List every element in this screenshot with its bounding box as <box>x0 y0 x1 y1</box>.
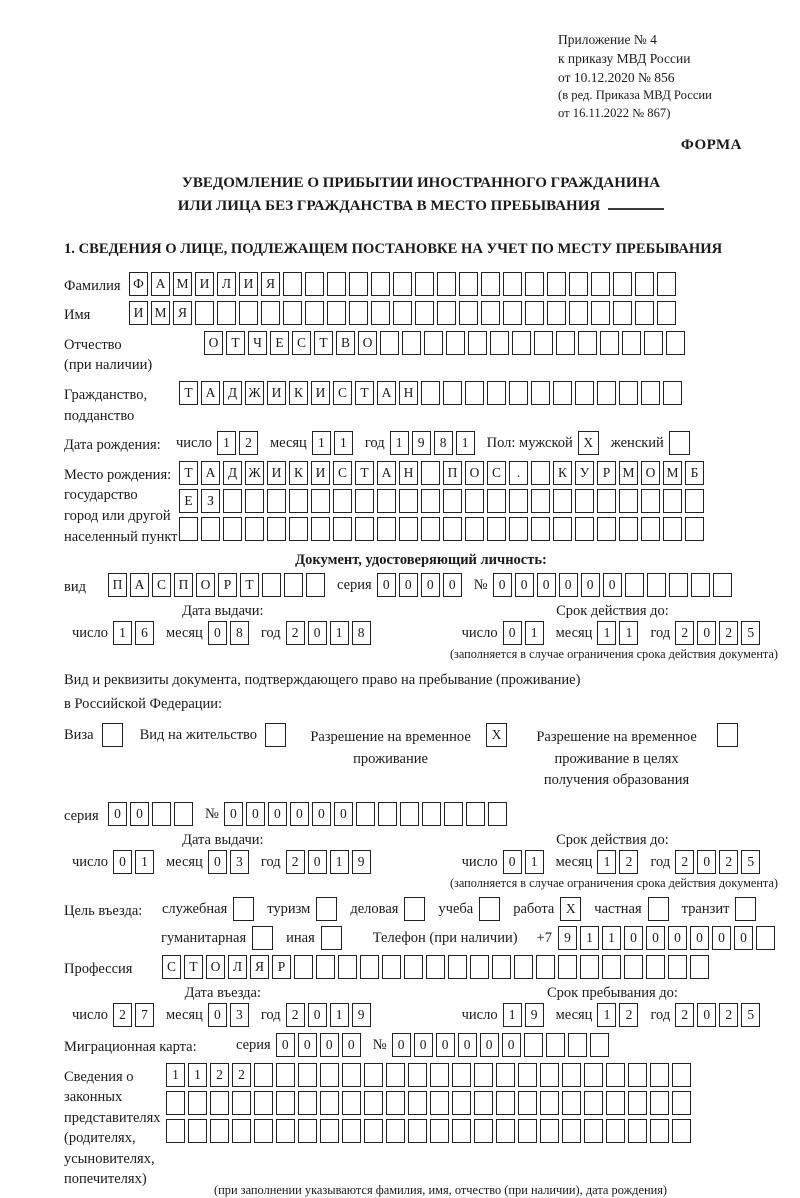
form-title <box>64 172 778 219</box>
purpose-business-option: служебная <box>162 897 257 921</box>
residence-doc-intro2: в Российской Федерации: <box>64 696 223 713</box>
issue-date-title: Дата выдачи: <box>182 602 264 619</box>
doc-number-input[interactable]: 0 0 0 0 0 0 <box>493 573 735 597</box>
birthplace-line1-input[interactable]: Т А Д Ж И К И С Т А Н П О С . К У Р М О М Б <box>179 461 707 485</box>
migration-card-row <box>64 1033 778 1058</box>
temp-residence-checkbox[interactable]: X <box>486 723 507 747</box>
residence-issue-year-input[interactable]: 2 0 1 9 <box>286 850 374 874</box>
identity-dates-row <box>64 603 778 645</box>
residence-expiry-note: (заполняется в случае ограничения срока действия документа) <box>449 875 778 890</box>
representatives-line2-input[interactable] <box>166 1091 694 1115</box>
migration-series-input[interactable]: 0 0 0 0 <box>276 1033 364 1057</box>
purpose-other-option: иная <box>286 926 345 950</box>
birthplace-inputs <box>179 461 707 545</box>
form-title-line1: УВЕДОМЛЕНИЕ О ПРИБЫТИИ ИНОСТРАННОГО ГРАЖДАНИНА <box>181 175 661 192</box>
visa-option: Виза <box>64 723 126 747</box>
purpose-label: Цель въезда: <box>64 902 143 919</box>
doc-series-input[interactable]: 0 0 0 0 <box>377 573 465 597</box>
identity-issue-group: Дата выдачи: число 1 6 месяц 0 8 год 2 0 1 8 <box>72 603 374 645</box>
purpose-study-option: учеба <box>438 897 503 921</box>
profession-row <box>64 955 778 980</box>
stay-year-input[interactable]: 2 0 2 5 <box>675 1003 763 1027</box>
purpose-transit-option: транзит <box>682 897 760 921</box>
citizenship-input[interactable]: Т А Д Ж И К И С Т А Н <box>179 381 685 405</box>
day-label: число <box>176 435 212 452</box>
identity-expiry-group: Срок действия до: число 0 1 месяц 1 1 год 2 0 2 5 <box>462 603 764 645</box>
lastname-label: Фамилия <box>64 277 121 294</box>
form-body <box>64 272 778 1198</box>
lastname-input[interactable]: Ф А М И Л И Я <box>129 272 679 296</box>
purpose-humanitarian-option: гуманитарная <box>161 926 276 950</box>
residence-issue-day-input[interactable]: 0 1 <box>113 850 157 874</box>
purpose-work-option: работа X <box>513 897 584 921</box>
sex-female-label: женский <box>610 435 664 452</box>
stay-day-input[interactable]: 1 9 <box>503 1003 547 1027</box>
patronymic-input[interactable]: О Т Ч Е С Т В О <box>204 331 688 355</box>
representatives-line1-input[interactable]: 1 1 2 2 <box>166 1063 694 1087</box>
birthplace-line2-input[interactable]: Е З <box>179 489 707 513</box>
sex-female-checkbox[interactable] <box>669 431 690 455</box>
residence-permit-option: Вид на жительство <box>140 723 289 747</box>
title-blank-line <box>608 197 664 210</box>
residence-number-input[interactable]: 0 0 0 0 0 0 <box>224 802 510 826</box>
profession-label: Профессия <box>64 961 133 978</box>
residence-issue-group: Дата выдачи: число 0 1 месяц 0 3 год 2 0 1 9 <box>72 832 374 874</box>
purpose-tourism-option: туризм <box>267 897 340 921</box>
residence-expiry-month-input[interactable]: 1 2 <box>597 850 641 874</box>
expiry-date-title: Срок действия до: <box>556 602 669 619</box>
residence-doc-intro1: Вид и реквизиты документа, подтверждающего право на пребывание (проживание) <box>64 671 581 688</box>
citizenship-label: Гражданство, подданство <box>64 387 148 424</box>
purpose-tourism-checkbox[interactable] <box>316 897 337 921</box>
doc-number-label: № <box>473 577 488 594</box>
migration-number-label: № <box>372 1036 387 1053</box>
birthplace-label: Место рождения: государство город или другой населенный пункт <box>64 466 178 545</box>
purpose-transit-checkbox[interactable] <box>735 897 756 921</box>
temp-residence-education-option: Разрешение на временное проживание в целях получения образования <box>524 723 741 792</box>
residence-doc-options <box>64 723 778 792</box>
purpose-private-option: частная <box>594 897 671 921</box>
doc-series-label: серия <box>337 577 372 594</box>
phone-prefix: +7 <box>536 930 552 947</box>
representatives-note: (при заполнении указываются фамилия, имя, отчество (при наличии), дата рождения) <box>214 1182 668 1197</box>
phone-label: Телефон (при наличии) <box>372 930 518 947</box>
amendment-line: (в ред. Приказа МВД России <box>558 88 712 103</box>
purpose-commercial-option: деловая <box>350 897 428 921</box>
entry-date-group: Дата въезда: число 2 7 месяц 0 3 год 2 0 1 9 <box>72 985 374 1027</box>
entry-day-input[interactable]: 2 7 <box>113 1003 157 1027</box>
doc-kind-label: вид <box>64 579 86 596</box>
identity-expiry-note: (заполняется в случае ограничения срока действия документа) <box>449 646 778 661</box>
entry-month-input[interactable]: 0 3 <box>208 1003 252 1027</box>
identity-issue-day-input[interactable]: 1 6 <box>113 621 157 645</box>
visa-checkbox[interactable] <box>102 723 123 747</box>
annex-line: к приказу МВД России <box>558 51 691 67</box>
identity-doc-heading: Документ, удостоверяющий личность: <box>295 552 547 569</box>
representatives-line3-input[interactable] <box>166 1119 694 1143</box>
identity-expiry-day-input[interactable]: 0 1 <box>503 621 547 645</box>
identity-expiry-year-input[interactable]: 2 0 2 5 <box>675 621 763 645</box>
year-label: год <box>364 435 385 452</box>
firstname-label: Имя <box>64 307 91 324</box>
patronymic-row <box>64 331 778 376</box>
purpose-row <box>64 897 778 922</box>
annex-line: от 10.12.2020 № 856 <box>558 70 675 86</box>
residence-issue-month-input[interactable]: 0 3 <box>208 850 252 874</box>
temp-residence-option: Разрешение на временное проживание X <box>303 723 510 771</box>
annex-line: Приложение № 4 <box>558 32 657 47</box>
entry-dates-row <box>64 985 778 1027</box>
lastname-row <box>64 272 778 297</box>
residence-expiry-day-input[interactable]: 0 1 <box>503 850 547 874</box>
purpose-private-checkbox[interactable] <box>648 897 669 921</box>
purpose-commercial-checkbox[interactable] <box>404 897 425 921</box>
annex-header <box>558 30 778 123</box>
entry-year-input[interactable]: 2 0 1 9 <box>286 1003 374 1027</box>
birth-day-input[interactable]: 1 2 <box>217 431 261 455</box>
identity-issue-year-input[interactable]: 2 0 1 8 <box>286 621 374 645</box>
residence-dates-row <box>64 832 778 874</box>
birthdate-label: Дата рождения: <box>64 437 161 454</box>
profession-input[interactable]: С Т О Л Я Р <box>162 955 712 979</box>
identity-doc-row <box>64 573 778 598</box>
migration-series-label: серия <box>236 1036 271 1053</box>
representatives-label: Сведения о законных представителях (родителях, усыновителях, попечителях) <box>64 1068 161 1188</box>
phone-input[interactable]: 9 1 1 0 0 0 0 0 0 <box>558 926 778 950</box>
citizenship-row <box>64 381 778 426</box>
residence-permit-checkbox[interactable] <box>265 723 286 747</box>
representatives-inputs <box>166 1063 694 1147</box>
purpose-humanitarian-checkbox[interactable] <box>252 926 273 950</box>
sex-male-label: Пол: мужской <box>486 435 573 452</box>
migration-card-label: Миграционная карта: <box>64 1038 197 1055</box>
firstname-input[interactable]: И М Я <box>129 301 679 325</box>
residence-series-row <box>64 802 778 827</box>
residence-series-input[interactable]: 0 0 <box>108 802 196 826</box>
stay-until-group: Срок пребывания до: число 1 9 месяц 1 2 год 2 0 2 5 <box>462 985 764 1027</box>
firstname-row <box>64 301 778 326</box>
identity-issue-month-input[interactable]: 0 8 <box>208 621 252 645</box>
representatives-row <box>64 1063 778 1190</box>
residence-expiry-year-input[interactable]: 2 0 2 5 <box>675 850 763 874</box>
sex-male-checkbox[interactable]: X <box>578 431 599 455</box>
section1-heading: 1. СВЕДЕНИЯ О ЛИЦЕ, ПОДЛЕЖАЩЕМ ПОСТАНОВКЕ НА УЧЕТ ПО МЕСТУ ПРЕБЫВАНИЯ <box>64 240 723 257</box>
birth-month-input[interactable]: 1 1 <box>312 431 356 455</box>
birthdate-row <box>64 431 778 456</box>
identity-expiry-month-input[interactable]: 1 1 <box>597 621 641 645</box>
birthplace-line3-input[interactable] <box>179 517 707 541</box>
purpose-business-checkbox[interactable] <box>233 897 254 921</box>
purpose-work-checkbox[interactable]: X <box>560 897 581 921</box>
doc-kind-input[interactable]: П А С П О Р Т <box>108 573 328 597</box>
month-label: месяц <box>269 435 307 452</box>
amendment-line: от 16.11.2022 № 867) <box>558 106 671 121</box>
birthplace-row <box>64 461 778 547</box>
purpose-study-checkbox[interactable] <box>479 897 500 921</box>
purpose-row2 <box>64 926 778 950</box>
stay-month-input[interactable]: 1 2 <box>597 1003 641 1027</box>
residence-series-label: серия <box>64 808 99 825</box>
purpose-other-checkbox[interactable] <box>321 926 342 950</box>
form-title-line2: ИЛИ ЛИЦА БЕЗ ГРАЖДАНСТВА В МЕСТО ПРЕБЫВАНИЯ <box>64 195 778 218</box>
migration-number-input[interactable]: 0 0 0 0 0 0 <box>392 1033 612 1057</box>
form-marker: ФОРМА <box>680 137 742 154</box>
residence-expiry-group: Срок действия до: число 0 1 месяц 1 2 год 2 0 2 5 <box>462 832 764 874</box>
patronymic-label: Отчество (при наличии) <box>64 336 153 374</box>
temp-residence-education-checkbox[interactable] <box>717 723 738 747</box>
residence-number-label: № <box>205 806 219 823</box>
birth-year-input[interactable]: 1 9 8 1 <box>390 431 478 455</box>
